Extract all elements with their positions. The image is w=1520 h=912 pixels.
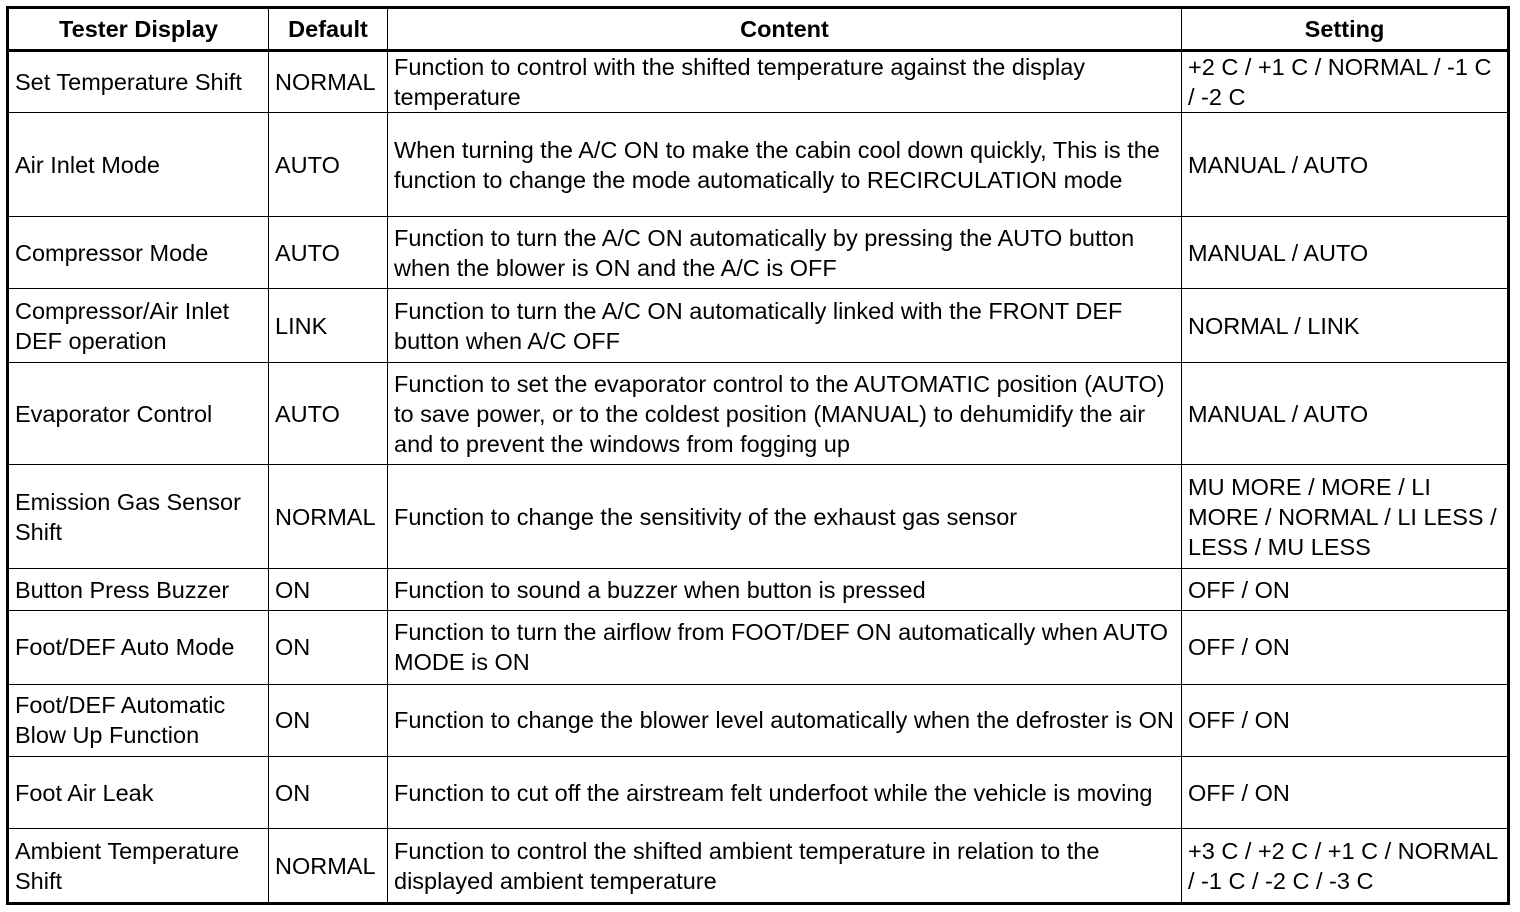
cell-default: NORMAL (269, 465, 388, 569)
cell-tester-display: Air Inlet Mode (8, 113, 269, 217)
cell-setting: OFF / ON (1182, 611, 1509, 684)
cell-content: Function to change the blower level automatically when the defroster is ON (388, 684, 1182, 756)
cell-default: NORMAL (269, 829, 388, 904)
cell-content: Function to sound a buzzer when button is pressed (388, 568, 1182, 610)
cell-content: Function to control the shifted ambient temperature in relation to the displayed ambient temperature (388, 829, 1182, 904)
cell-tester-display: Emission Gas Sensor Shift (8, 465, 269, 569)
cell-tester-display: Set Temperature Shift (8, 51, 269, 113)
cell-default: ON (269, 568, 388, 610)
header-default: Default (269, 8, 388, 51)
cell-tester-display: Foot/DEF Auto Mode (8, 611, 269, 684)
table-row (8, 362, 1509, 465)
cell-tester-display: Foot/DEF Automatic Blow Up Function (8, 684, 269, 756)
cell-tester-display: Foot Air Leak (8, 757, 269, 829)
cell-setting: MANUAL / AUTO (1182, 362, 1509, 465)
cell-tester-display: Ambient Temperature Shift (8, 829, 269, 904)
table-row (8, 757, 1509, 829)
cell-content: Function to change the sensitivity of the exhaust gas sensor (388, 465, 1182, 569)
table-row (8, 568, 1509, 610)
cell-default: LINK (269, 289, 388, 362)
table-row (8, 51, 1509, 113)
cell-setting: OFF / ON (1182, 757, 1509, 829)
cell-default: NORMAL (269, 51, 388, 113)
cell-default: ON (269, 684, 388, 756)
cell-setting: OFF / ON (1182, 568, 1509, 610)
table-row (8, 289, 1509, 362)
cell-content: Function to turn the airflow from FOOT/DEF ON automatically when AUTO MODE is ON (388, 611, 1182, 684)
cell-content: When turning the A/C ON to make the cabin cool down quickly, This is the function to change the mode automatically to RECIRCULATION mode (388, 113, 1182, 217)
cell-default: AUTO (269, 362, 388, 465)
cell-setting: +2 C / +1 C / NORMAL / -1 C / -2 C (1182, 51, 1509, 113)
cell-content: Function to set the evaporator control to the AUTOMATIC position (AUTO) to save power, or to the coldest position (MANUAL) to dehumidify the air and to prevent the windows from fogging up (388, 362, 1182, 465)
table-row (8, 216, 1509, 288)
cell-tester-display: Button Press Buzzer (8, 568, 269, 610)
cell-setting: MANUAL / AUTO (1182, 113, 1509, 217)
cell-default: ON (269, 757, 388, 829)
cell-content: Function to turn the A/C ON automatically by pressing the AUTO button when the blower is ON and the A/C is OFF (388, 216, 1182, 288)
header-setting: Setting (1182, 8, 1509, 51)
cell-content: Function to turn the A/C ON automatically linked with the FRONT DEF button when A/C OFF (388, 289, 1182, 362)
header-content: Content (388, 8, 1182, 51)
cell-default: AUTO (269, 216, 388, 288)
header-tester-display: Tester Display (8, 8, 269, 51)
cell-default: ON (269, 611, 388, 684)
cell-setting: MU MORE / MORE / LI MORE / NORMAL / LI LESS / LESS / MU LESS (1182, 465, 1509, 569)
cell-tester-display: Evaporator Control (8, 362, 269, 465)
table-row (8, 829, 1509, 904)
cell-tester-display: Compressor/Air Inlet DEF operation (8, 289, 269, 362)
table-row (8, 113, 1509, 217)
cell-content: Function to cut off the airstream felt underfoot while the vehicle is moving (388, 757, 1182, 829)
cell-setting: OFF / ON (1182, 684, 1509, 756)
cell-setting: +3 C / +2 C / +1 C / NORMAL / -1 C / -2 C / -3 C (1182, 829, 1509, 904)
cell-setting: NORMAL / LINK (1182, 289, 1509, 362)
table-row (8, 611, 1509, 684)
table-header-row (8, 8, 1509, 51)
cell-content: Function to control with the shifted temperature against the display temperature (388, 51, 1182, 113)
cell-setting: MANUAL / AUTO (1182, 216, 1509, 288)
table-row (8, 684, 1509, 756)
cell-default: AUTO (269, 113, 388, 217)
table-row (8, 465, 1509, 569)
customize-settings-table (6, 6, 1510, 905)
cell-tester-display: Compressor Mode (8, 216, 269, 288)
